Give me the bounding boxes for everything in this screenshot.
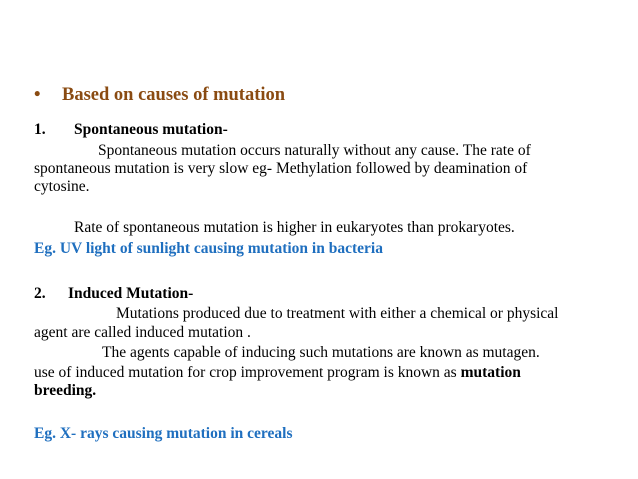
induced-number: 2.: [34, 285, 46, 302]
bullet-icon: •: [34, 85, 41, 105]
spontaneous-rate: Rate of spontaneous mutation is higher in eukaryotes than prokaryotes.: [74, 219, 515, 236]
induced-title-text: Induced Mutation-: [68, 285, 194, 302]
spontaneous-title: [34, 121, 228, 139]
breeding-term: breeding.: [34, 382, 97, 399]
induced-line-1: Mutations produced due to treatment with either a chemical or physical: [116, 305, 559, 322]
spontaneous-line-1: Spontaneous mutation occurs naturally without any cause. The rate of: [98, 142, 531, 159]
section-heading-text: Based on causes of mutation: [62, 85, 286, 105]
induced-line-4: [34, 364, 521, 382]
spontaneous-line-2: spontaneous mutation is very slow eg- Methylation followed by deamination of: [34, 160, 528, 177]
spontaneous-example: Eg. UV light of sunlight causing mutation in bacteria: [34, 240, 383, 257]
induced-line-2: agent are called induced mutation .: [34, 324, 251, 341]
induced-line-3: The agents capable of inducing such mutations are known as mutagen.: [102, 344, 540, 361]
spontaneous-title-text: Spontaneous mutation-: [74, 121, 228, 138]
mutation-term: mutation: [460, 364, 521, 381]
section-heading: [34, 84, 285, 106]
induced-title: [34, 285, 193, 303]
spontaneous-line-3: cytosine.: [34, 178, 90, 195]
spontaneous-number: 1.: [34, 121, 46, 138]
induced-example: Eg. X- rays causing mutation in cereals: [34, 425, 293, 442]
induced-line-4-text: use of induced mutation for crop improvement program is known as: [34, 364, 461, 381]
